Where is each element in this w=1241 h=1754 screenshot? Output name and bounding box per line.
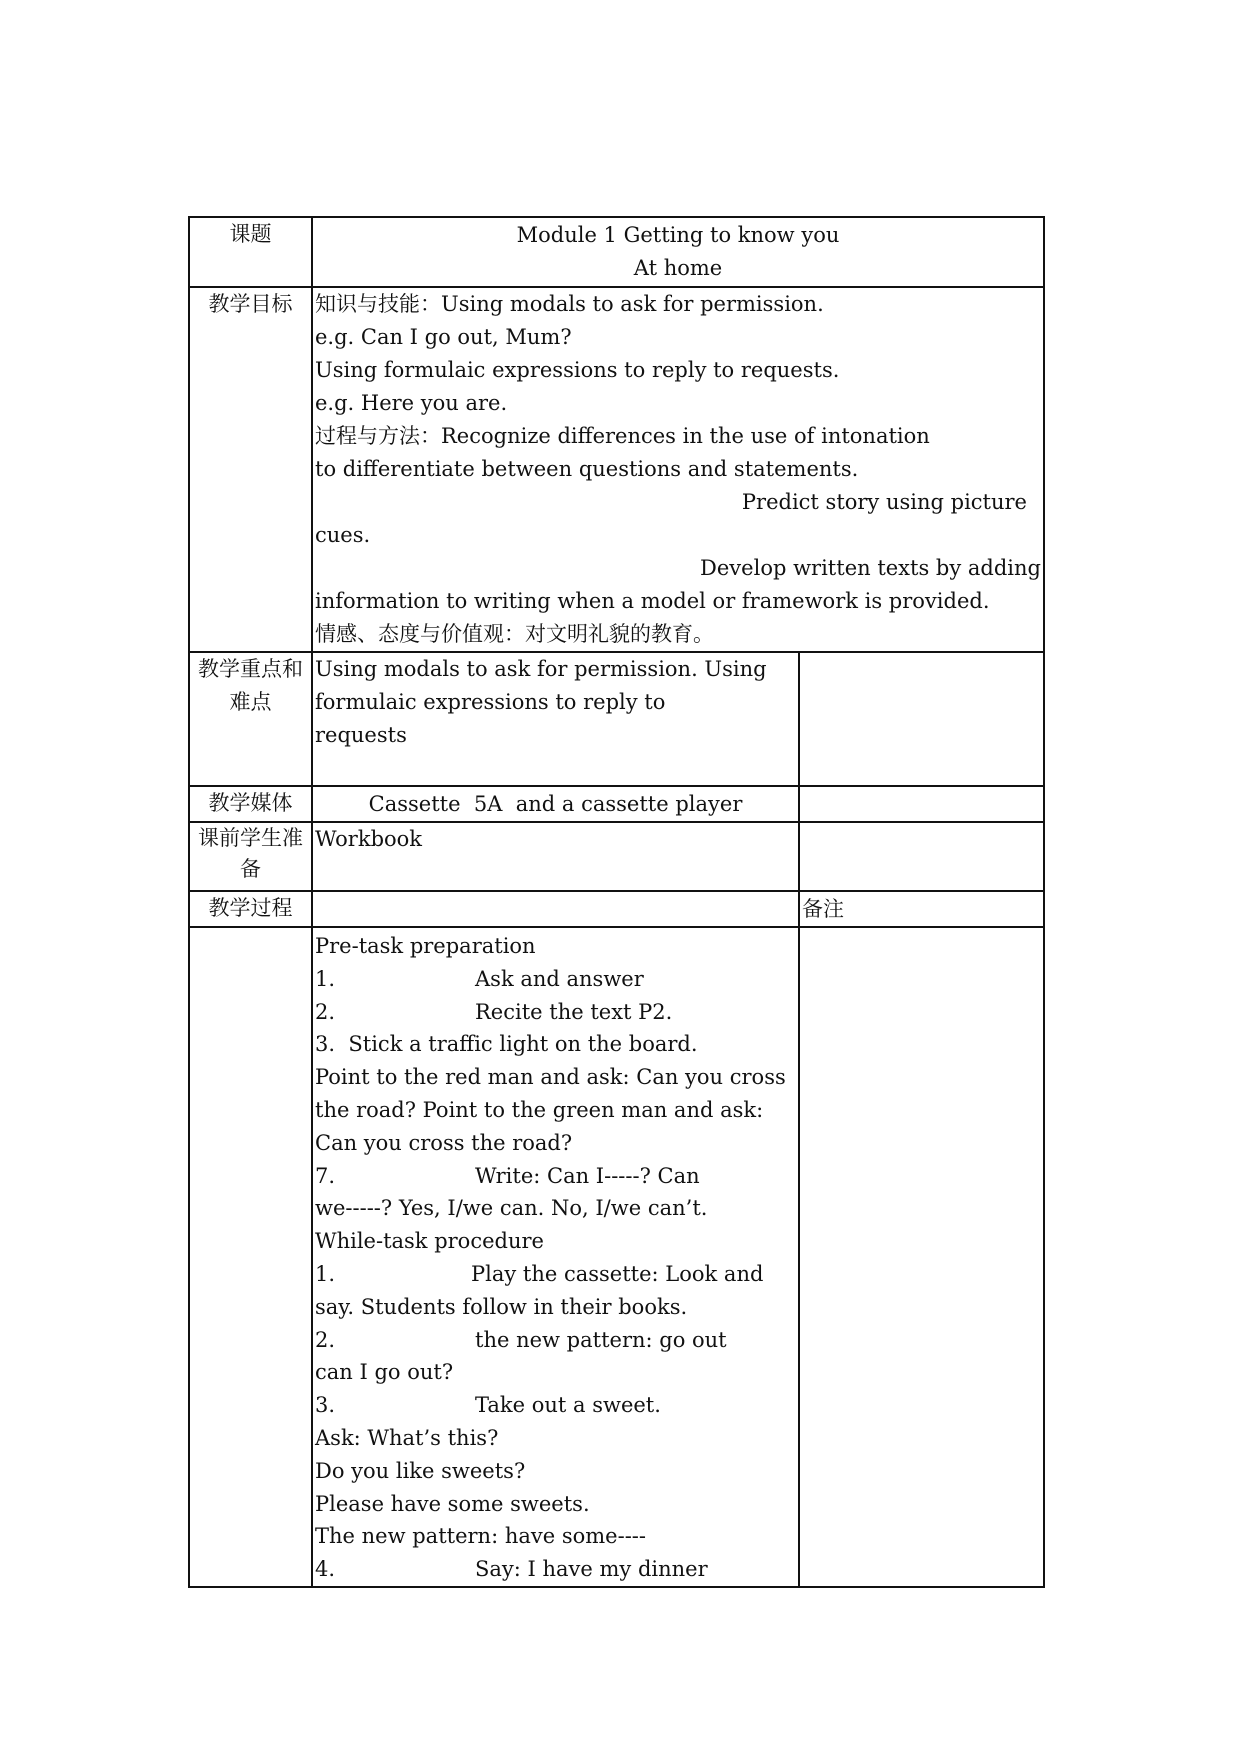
process-header-blank — [312, 891, 799, 927]
step-line: can I go out? — [315, 1360, 454, 1385]
objectives-content — [312, 287, 1044, 652]
step-line — [315, 1389, 796, 1422]
media-notes — [799, 786, 1044, 822]
step-text: Take out a sweet. — [475, 1393, 661, 1418]
student-prep-notes — [799, 822, 1044, 891]
step-line: 3. Stick a traffic light on the board. — [315, 1032, 698, 1057]
objective-line: Predict story using picture — [741, 490, 1027, 514]
step-line — [315, 963, 796, 996]
step-text: Write: Can I-----? Can — [475, 1163, 700, 1188]
objective-line: e.g. Here you are. — [315, 391, 508, 415]
topic-content — [312, 217, 1044, 287]
process-content — [312, 927, 799, 1587]
process-row-label — [189, 927, 312, 1587]
key-points-label — [189, 652, 312, 786]
step-line — [315, 1160, 796, 1193]
objective-line: information to writing when a model or framework is provided. — [315, 589, 990, 613]
key-point-line: requests — [315, 723, 407, 747]
topic-title: Module 1 Getting to know you — [516, 223, 840, 247]
step-text: Recite the text P2. — [475, 999, 673, 1024]
objective-line: e.g. Can I go out, Mum? — [315, 325, 572, 349]
step-number: 1. — [315, 1261, 336, 1286]
step-line: say. Students follow in their books. — [315, 1294, 688, 1319]
key-points-notes — [799, 652, 1044, 786]
topic-row — [189, 217, 1044, 287]
media-content — [312, 786, 799, 822]
step-text: the new pattern: go out — [475, 1327, 727, 1352]
notes-header: 备注 — [799, 891, 1044, 927]
step-text: Say: I have my dinner — [475, 1557, 708, 1582]
step-line: Do you like sweets? — [315, 1458, 526, 1483]
step-number: 4. — [315, 1557, 336, 1582]
key-points-content — [312, 652, 799, 786]
step-line: The new pattern: have some---- — [315, 1524, 646, 1549]
key-points-label-text: 教学重点和难点 — [198, 657, 303, 714]
objective-line: 知识与技能：Using modals to ask for permission. — [315, 292, 824, 316]
step-line: Point to the red man and ask: Can you cross — [315, 1065, 786, 1090]
step-line — [315, 996, 796, 1029]
student-prep-content — [312, 822, 799, 891]
objective-line: cues. — [315, 523, 371, 547]
student-prep-label: 课前学生准备 — [189, 822, 312, 891]
media-row — [189, 786, 1044, 822]
process-row — [189, 927, 1044, 1587]
step-line: the road? Point to the green man and ask: — [315, 1097, 764, 1122]
objective-line: Using formulaic expressions to reply to requests. — [315, 358, 840, 382]
step-line: we-----? Yes, I/we can. No, I/we can’t. — [315, 1196, 708, 1221]
lesson-plan-table — [188, 216, 1045, 1588]
process-label: 教学过程 — [189, 891, 312, 927]
objectives-label: 教学目标 — [189, 287, 312, 652]
step-number: 3. — [315, 1393, 336, 1418]
step-line — [315, 1258, 796, 1291]
step-number: 2. — [315, 999, 336, 1024]
key-point-line: formulaic expressions to reply to — [315, 690, 666, 714]
objective-line: 情感、态度与价值观：对文明礼貌的教育。 — [315, 622, 714, 646]
media-label: 教学媒体 — [189, 786, 312, 822]
key-points-row — [189, 652, 1044, 786]
step-text: Ask and answer — [475, 966, 644, 991]
process-header-row — [189, 891, 1044, 927]
key-point-line: Using modals to ask for permission. Using — [315, 657, 767, 681]
objective-line: to differentiate between questions and statements. — [315, 457, 859, 481]
media-text: Cassette 5A and a cassette player — [368, 791, 743, 816]
stage-title: While-task procedure — [315, 1229, 544, 1254]
step-number: 7. — [315, 1163, 336, 1188]
step-number: 2. — [315, 1327, 336, 1352]
stage-title: Pre-task preparation — [315, 934, 536, 958]
step-line — [315, 1553, 796, 1586]
step-line: Please have some sweets. — [315, 1491, 590, 1516]
student-prep-text: Workbook — [315, 827, 423, 851]
topic-subtitle: At home — [633, 256, 723, 280]
objective-line: 过程与方法：Recognize differences in the use of intonation — [315, 424, 930, 448]
student-prep-row — [189, 822, 1044, 891]
step-line: Ask: What’s this? — [315, 1425, 499, 1450]
step-number: 1. — [315, 966, 336, 991]
objectives-row — [189, 287, 1044, 652]
objective-line: Develop written texts by adding — [700, 556, 1041, 580]
step-line — [315, 1324, 796, 1357]
topic-label: 课题 — [189, 217, 312, 287]
step-line: Can you cross the road? — [315, 1130, 573, 1155]
step-text: Play the cassette: Look and — [471, 1261, 764, 1286]
process-notes — [799, 927, 1044, 1587]
